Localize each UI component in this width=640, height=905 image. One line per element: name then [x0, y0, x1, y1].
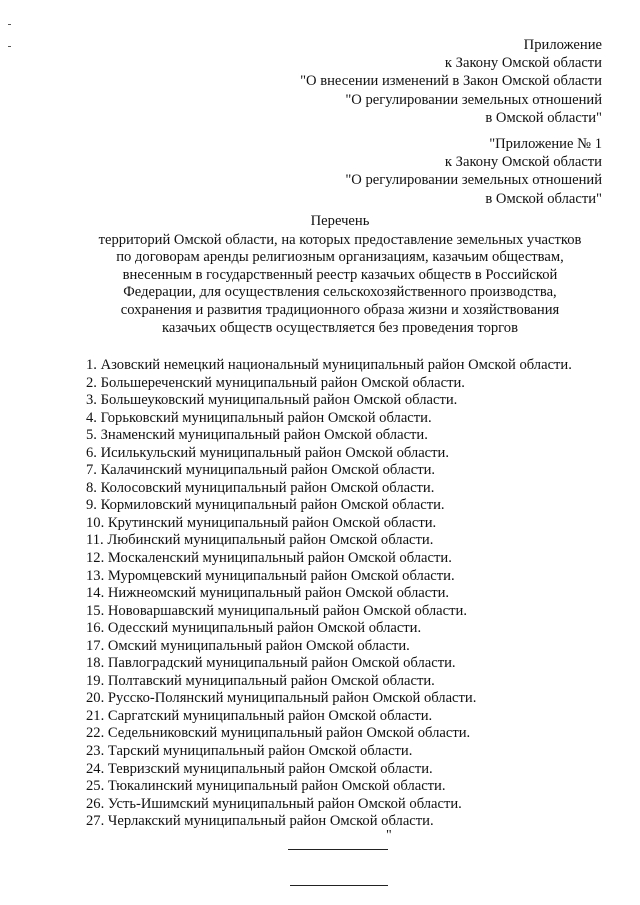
list-item: 2. Большереченский муниципальный район Омской области. — [86, 374, 465, 391]
list-item: 9. Кормиловский муниципальный район Омской области. — [86, 497, 445, 514]
list-item: 13. Муромцевский муниципальный район Омской области. — [86, 567, 455, 584]
annex-header-line: к Закону Омской области — [444, 55, 602, 72]
list-item: 8. Колосовский муниципальный район Омской области. — [86, 479, 435, 496]
list-item: 15. Нововаршавский муниципальный район Омской области. — [86, 602, 467, 619]
list-item: 23. Тарский муниципальный район Омской области. — [86, 743, 413, 760]
list-item: 20. Русско-Полянский муниципальный район Омской области. — [86, 690, 477, 707]
annex-no1-header-line: "О регулировании земельных отношений — [345, 172, 602, 189]
list-item: 12. Москаленский муниципальный район Омской области. — [86, 550, 452, 567]
annex-no1-header-line: к Закону Омской области — [444, 154, 602, 171]
list-item: 10. Крутинский муниципальный район Омской области. — [86, 514, 437, 531]
district-list — [86, 357, 572, 831]
annex-header-line: Приложение — [523, 37, 602, 53]
list-item: 1. Азовский немецкий национальный муниципальный район Омской области. — [86, 357, 572, 373]
list-item: 4. Горьковский муниципальный район Омской области. — [86, 409, 432, 426]
title-heading: Перечень — [310, 213, 370, 229]
document-title — [60, 213, 620, 337]
list-item: 21. Саргатский муниципальный район Омской области. — [86, 707, 433, 724]
list-item: 17. Омский муниципальный район Омской области. — [86, 637, 410, 654]
list-item: 27. Черлакский муниципальный район Омской области. — [86, 813, 434, 830]
title-line: казачьих обществ осуществляется без проведения торгов — [162, 319, 518, 336]
list-item: 24. Тевризский муниципальный район Омской области. — [86, 760, 433, 777]
scan-mark — [8, 24, 11, 25]
annex-no1-header — [345, 135, 602, 208]
annex-header-line: "О регулировании земельных отношений — [345, 91, 602, 108]
list-item: 11. Любинский муниципальный район Омской области. — [86, 532, 434, 549]
title-line: территорий Омской области, на которых предоставление земельных участков — [98, 231, 582, 248]
list-item: 6. Исилькульский муниципальный район Омской области. — [86, 444, 449, 461]
closing-quote: " — [386, 828, 392, 843]
title-line: сохранения и развития традиционного образа жизни и хозяйствования — [120, 301, 560, 318]
list-item: 14. Нижнеомский муниципальный район Омской области. — [86, 585, 450, 602]
title-line: Федерации, для осуществления сельскохозяйственного производства, — [123, 284, 557, 301]
list-item: 18. Павлоградский муниципальный район Омской области. — [86, 655, 456, 672]
list-item: 22. Седельниковский муниципальный район Омской области. — [86, 725, 471, 742]
title-line: внесенным в государственный реестр казачьих обществ в Российской — [122, 266, 558, 283]
list-item: 26. Усть-Ишимский муниципальный район Омской области. — [86, 795, 462, 812]
list-item: 19. Полтавский муниципальный район Омской области. — [86, 672, 435, 689]
annex-no1-header-line: "Приложение № 1 — [489, 136, 602, 152]
list-item: 16. Одесский муниципальный район Омской области. — [86, 620, 422, 637]
annex-header-line: в Омской области" — [485, 109, 602, 126]
annex-header — [300, 36, 602, 127]
list-item: 5. Знаменский муниципальный район Омской области. — [86, 427, 428, 444]
closing-rule — [290, 885, 388, 886]
list-item: 3. Большеуковский муниципальный район Омской области. — [86, 392, 458, 409]
scan-mark — [8, 46, 11, 47]
list-item: 7. Калачинский муниципальный район Омской области. — [86, 462, 436, 479]
annex-no1-header-line: в Омской области" — [485, 190, 602, 207]
title-line: по договорам аренды религиозным организациям, казачьим обществам, — [116, 249, 564, 266]
closing-rule — [288, 849, 388, 850]
annex-header-line: "О внесении изменений в Закон Омской области — [300, 73, 602, 90]
list-item: 25. Тюкалинский муниципальный район Омской области. — [86, 778, 446, 795]
